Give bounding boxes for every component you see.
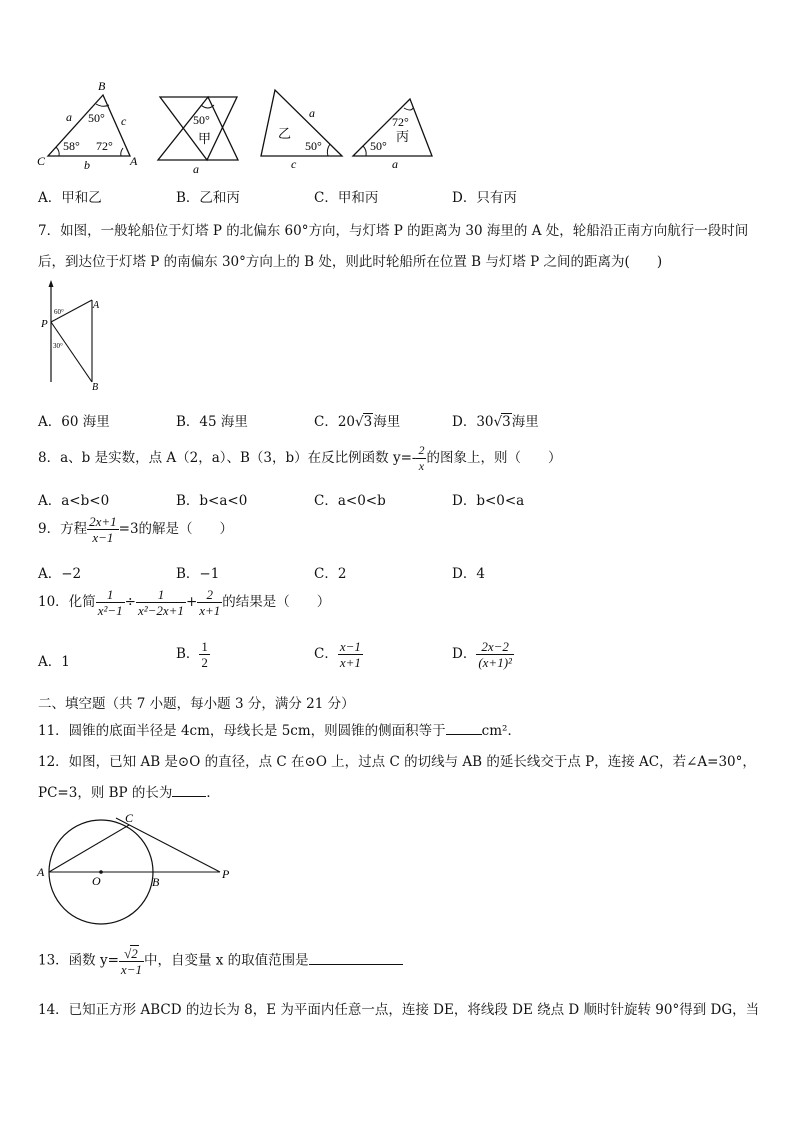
q9-fraction-num: 2x+1: [89, 514, 117, 529]
q8-fraction-num: 2: [418, 443, 425, 457]
q10-option-c-num: x−1: [339, 639, 361, 654]
fig3-name: 乙: [278, 126, 292, 141]
q10-f2-den: x²−2x+1: [137, 603, 184, 618]
q7-figure: [36, 278, 116, 396]
angle-30: 30°: [53, 342, 63, 350]
fig4-angle-left: 50°: [370, 139, 387, 153]
line-ac: [49, 825, 129, 872]
label-O: O: [92, 874, 101, 888]
triangle-fig1: [48, 95, 130, 156]
q12-line2-prefix: PC=3，则 BP 的长为: [38, 785, 173, 801]
q12-line2-suffix: ．: [206, 785, 220, 801]
q6-option-a: A．甲和乙: [38, 190, 102, 206]
segment-pb: [51, 322, 92, 382]
q10-option-d-label: D．: [452, 646, 477, 662]
q9-option-d: D．4: [452, 566, 485, 582]
section-heading: 二、填空题（共 7 小题，每小题 3 分，满分 21 分）: [38, 696, 355, 712]
q6-option-c: C．甲和丙: [314, 190, 379, 206]
angle-60: 60°: [54, 308, 64, 316]
q10-f2-num: 1: [136, 587, 186, 603]
q7-line2: 后，到达位于灯塔 P 的南偏东 30°方向上的 B 处，则此时轮船所在位置 B 与灯塔 P 之间的距离为( ): [38, 254, 663, 270]
q10-option-d: [452, 639, 514, 670]
q10-f1-num: 1: [96, 587, 125, 603]
q11-stem-prefix: 11．圆锥的底面半径是 4cm，母线长是 5cm，则圆锥的侧面积等于: [38, 723, 446, 739]
north-arrow: [49, 280, 54, 287]
q8-stem-prefix: 8．a、b 是实数，点 A（2，a）、B（3，b）在反比例函数 y=-: [38, 450, 417, 466]
q7-option-d: [452, 410, 539, 430]
q10-stem: [38, 587, 330, 618]
q10-option-c-den: x+1: [339, 655, 361, 670]
q9-stem: [38, 514, 233, 545]
q10-option-b-den: 2: [201, 655, 208, 670]
sqrt-symbol: √: [493, 414, 503, 430]
q10-option-b: [176, 639, 210, 670]
q7-line1: 7．如图，一般轮船位于灯塔 P 的北偏东 60°方向，与灯塔 P 的距离为 30 海里的 A 处，轮船沿正南方向航行一段时间: [38, 223, 749, 239]
q7-option-a: A．60 海里: [38, 414, 110, 430]
q12-figure: [34, 808, 244, 926]
q13-radicand: 2: [131, 946, 138, 961]
fig4-name: 丙: [396, 129, 410, 144]
q9-equals: =3: [118, 521, 139, 537]
angle-arc-fig4-top: [404, 108, 413, 110]
q9-stem-prefix: 9．方程: [38, 521, 88, 537]
label-C: C: [125, 811, 134, 825]
q10-stem-prefix: 10．化简: [38, 594, 96, 610]
q8-option-d: D．b<0<a: [452, 493, 525, 509]
q10-option-c: [314, 639, 363, 670]
q7-option-d-prefix: D．30: [452, 414, 494, 430]
q7-option-c-prefix: C．20: [314, 414, 356, 430]
q13-fraction-den: x−1: [120, 962, 142, 977]
q9-option-a: A．−2: [38, 566, 82, 582]
q12-answer-blank[interactable]: [172, 796, 206, 797]
q10-option-b-num: 1: [201, 639, 208, 654]
label-A: A: [37, 865, 45, 879]
sqrt-symbol: √: [124, 946, 132, 961]
q6-option-d: D．只有丙: [452, 190, 517, 206]
fig4-angle-top: 72°: [392, 115, 409, 129]
q10-option-a: A．1: [38, 654, 70, 670]
q10-option-c-label: C．: [314, 646, 338, 662]
q7-option-d-radicand: 3: [502, 414, 511, 430]
label-c: c: [121, 114, 127, 128]
fig2-name: 甲: [198, 131, 212, 146]
triangle-fig2: [160, 97, 237, 160]
q8-option-c: C．a<0<b: [314, 493, 386, 509]
triangle-fig2-outline: [158, 97, 238, 160]
fig3-side-c: c: [291, 157, 297, 171]
label-B: B: [98, 79, 106, 93]
fig2-angle: 50°: [193, 113, 210, 127]
q7-option-d-unit: 海里: [511, 414, 539, 430]
q7-option-c-radicand: 3: [363, 414, 373, 430]
q10-f1-den: x²−1: [97, 603, 123, 618]
angle-arc-fig3: [327, 144, 330, 156]
q10-divide: ÷: [124, 594, 136, 610]
q10-f3-num: 2: [197, 587, 222, 603]
q10-option-d-den: (x+1)²: [478, 655, 512, 670]
q12-line1: 12．如图，已知 AB 是⊙O 的直径，点 C 在⊙O 上，过点 C 的切线与 AB 的延长线交于点 P，连接 AC，若∠A=30°，: [38, 754, 756, 770]
q6-figures: [30, 78, 450, 176]
q10-stem-suffix: 的结果是（ ）: [222, 594, 331, 610]
q12-line2: [38, 781, 220, 801]
angle-arc-a: [121, 148, 123, 156]
q9-stem-suffix: 的解是（ ）: [138, 521, 234, 537]
sqrt-symbol: √: [355, 414, 364, 430]
label-a: a: [66, 110, 72, 124]
angle-arc-fig4-left: [363, 146, 366, 156]
triangle-fig3: [261, 90, 342, 156]
label-b: b: [84, 158, 90, 172]
q8-option-b: B．b<a<0: [176, 493, 248, 509]
q8-stem: [38, 443, 561, 474]
q9-fraction-den: x−1: [92, 530, 114, 545]
label-C: C: [37, 154, 46, 168]
q13-answer-blank[interactable]: [309, 964, 403, 965]
q7-option-c-unit: 海里: [373, 414, 401, 430]
fig4-side: a: [392, 157, 398, 171]
q13-fraction-num: [119, 945, 144, 962]
q6-option-b: B．乙和丙: [176, 190, 240, 206]
label-A: A: [93, 300, 100, 311]
q8-fraction-den: x: [418, 459, 425, 473]
tangent-cp: [116, 818, 220, 872]
q10-f3-den: x+1: [199, 603, 221, 618]
q7-option-c: [314, 410, 400, 430]
q8-stem-suffix: 的图象上，则（ ）: [426, 450, 562, 466]
angle-arc-c: [56, 147, 59, 156]
q7-option-b: B．45 海里: [176, 414, 248, 430]
q11-answer-blank[interactable]: [446, 734, 482, 735]
q9-option-b: B．−1: [176, 566, 220, 582]
q11-stem-suffix: cm²．: [481, 723, 521, 739]
q13-stem: [38, 945, 403, 977]
q13-stem-suffix: 中，自变量 x 的取值范围是: [143, 952, 309, 969]
label-P: P: [222, 867, 230, 881]
label-P: P: [41, 318, 48, 330]
angle-b: 50°: [88, 111, 105, 125]
q8-option-a: A．a<b<0: [38, 493, 110, 509]
fig3-angle: 50°: [305, 139, 322, 153]
label-B: B: [92, 382, 99, 393]
angle-c: 58°: [63, 139, 80, 153]
q11-stem: [38, 719, 521, 739]
q10-option-b-label: B．: [176, 646, 200, 662]
q10-plus: +: [185, 594, 198, 610]
fig2-side: a: [193, 162, 199, 176]
q9-option-c: C．2: [314, 566, 347, 582]
q14-line1: 14．已知正方形 ABCD 的边长为 8，E 为平面内任意一点，连接 DE，将线段 DE 绕点 D 顺时针旋转 90°得到 DG，当: [38, 1002, 760, 1018]
angle-a: 72°: [96, 139, 113, 153]
label-B: B: [152, 875, 160, 889]
q10-option-d-num: 2x−2: [476, 639, 514, 655]
fig3-side-a: a: [309, 106, 315, 120]
q13-stem-prefix: 13．函数 y=: [38, 952, 119, 969]
label-A: A: [130, 154, 138, 168]
